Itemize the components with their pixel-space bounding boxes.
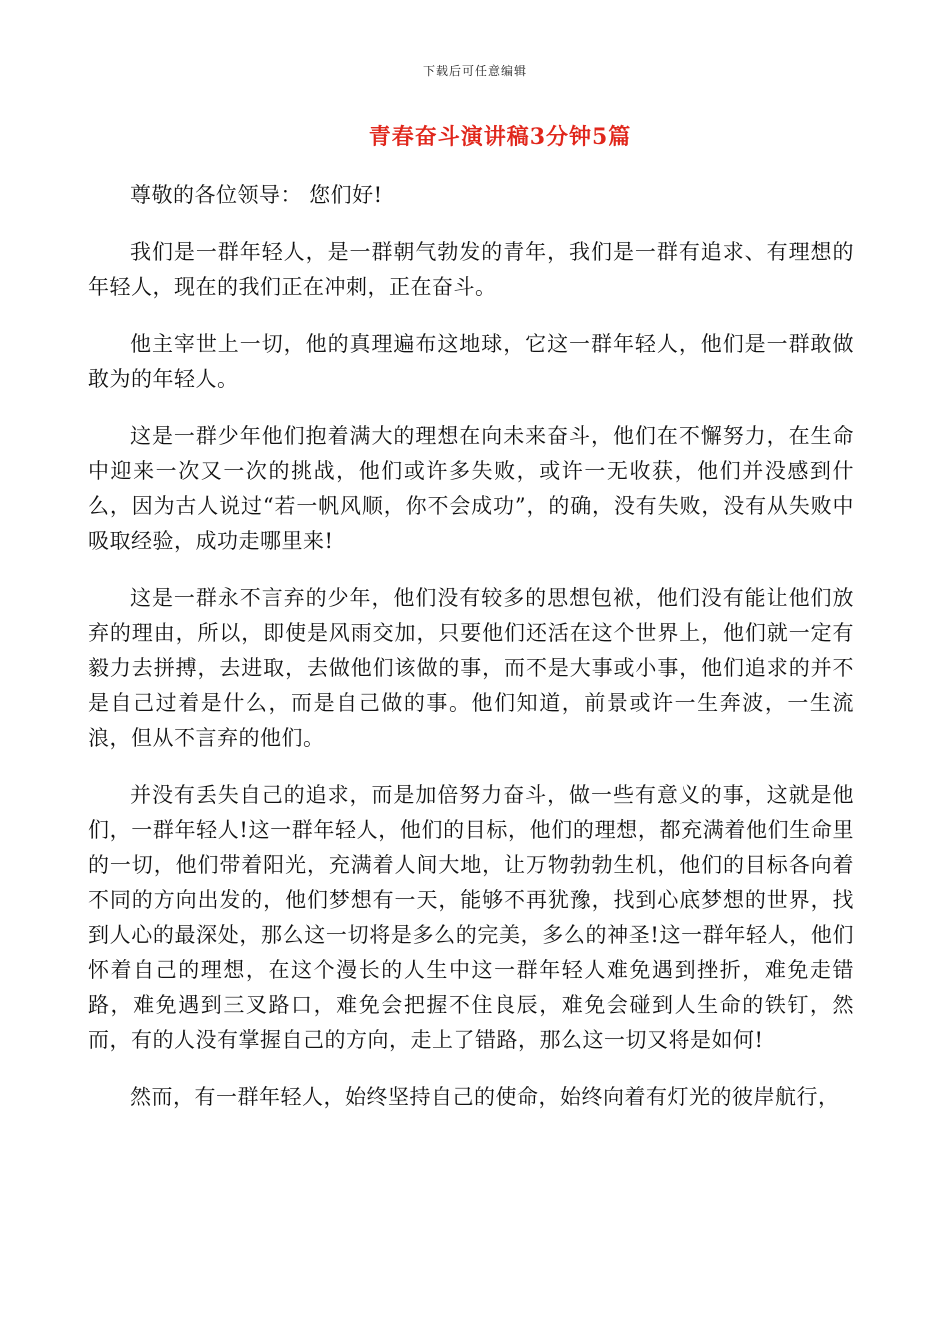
document-body <box>88 178 854 1137</box>
paragraph: 他主宰世上一切，他的真理遍布这地球，它这一群年轻人，他们是一群敢做敢为的年轻人。 <box>88 332 854 391</box>
paragraph: 然而，有一群年轻人，始终坚持自己的使命，始终向着有灯光的彼岸航行， <box>130 1085 840 1109</box>
paragraph: 我们是一群年轻人，是一群朝气勃发的青年，我们是一群有追求、有理想的年轻人，现在的我们正在冲刺，正在奋斗。 <box>88 240 854 299</box>
header-note: 下载后可任意编辑 <box>422 64 527 78</box>
paragraph: 这是一群永不言弃的少年，他们没有较多的思想包袱，他们没有能让他们放弃的理由，所以，即使是风雨交加，只要他们还活在这个世界上，他们就一定有毅力去拼搏，去进取，去做他们该做的事，而不是大事或小事，他们追求的并不是自己过着是什么，而是自己做的事。他们知道，前景或许一生奔波，一生流浪，但从不言弃的他们。 <box>88 586 854 750</box>
paragraph: 这是一群少年他们抱着满大的理想在向未来奋斗，他们在不懈努力，在生命中迎来一次又一次的挑战，他们或许多失败，或许一无收获，他们并没感到什么，因为古人说过“若一帆风顺，你不会成功”，的确，没有失败，没有从失败中吸取经验，成功走哪里来! <box>88 424 854 553</box>
document-title: 青春奋斗演讲稿3分钟5篇 <box>368 124 632 150</box>
salutation: 尊敬的各位领导： 您们好! <box>130 183 383 207</box>
paragraph: 并没有丢失自己的追求，而是加倍努力奋斗，做一些有意义的事，这就是他们，一群年轻人!这一群年轻人，他们的目标，他们的理想，都充满着他们生命里的一切，他们带着阳光，充满着人间大地，让万物勃勃生机，他们的目标各向着不同的方向出发的，他们梦想有一天，能够不再犹豫，找到心底梦想的世界，找到人心的最深处，那么这一切将是多么的完美，多么的神圣!这一群年轻人，他们怀着自己的理想，在这个漫长的人生中这一群年轻人难免遇到挫折，难免走错路，难免遇到三叉路口，难免会把握不住良辰，难免会碰到人生命的铁钉，然而，有的人没有掌握自己的方向，走上了错路，那么这一切又将是如何! <box>88 783 854 1052</box>
